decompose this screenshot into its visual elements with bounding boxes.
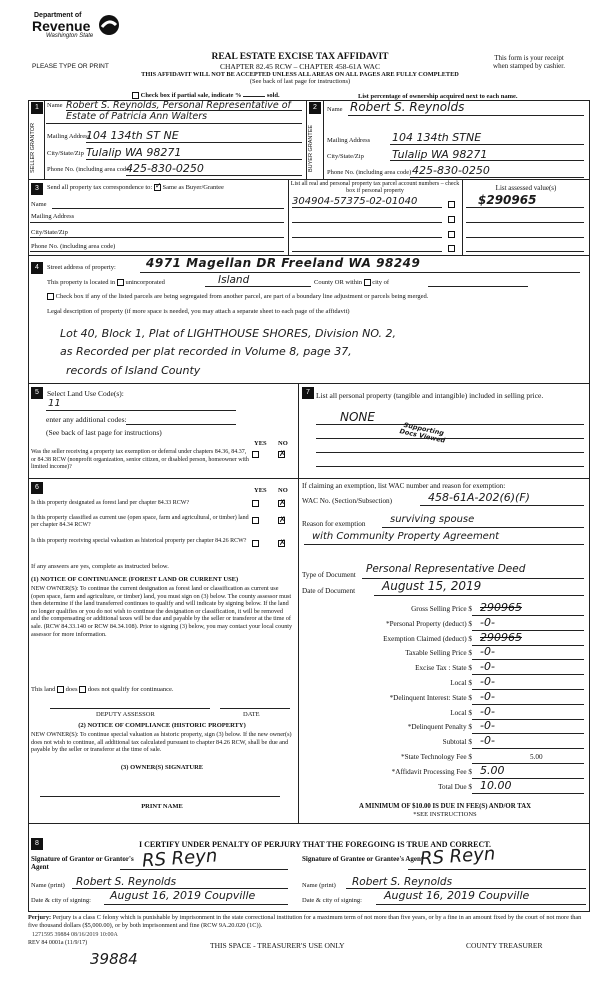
logo-name: Revenue xyxy=(32,18,91,34)
grantee-date-value[interactable]: August 16, 2019 Coupville xyxy=(384,889,530,902)
seller-city-label: City/State/Zip xyxy=(47,150,84,157)
fee-row xyxy=(300,751,590,766)
form-chapter: CHAPTER 82.45 RCW – CHAPTER 458-61A WAC xyxy=(220,62,380,71)
assessed-value[interactable]: $290965 xyxy=(478,193,537,207)
fee-row xyxy=(300,763,590,781)
this-land-label: This land xyxy=(31,686,56,693)
grantor-sig-label: Signature of Grantor or Grantor's Agent xyxy=(31,855,134,871)
s3-mailing-label: Mailing Address xyxy=(31,213,75,220)
supporting-docs-stamp: Supporting Docs Viewed xyxy=(398,420,446,445)
section-5-badge: 5 xyxy=(31,387,43,399)
notice1-title: (1) NOTICE OF CONTINUANCE (FOREST LAND OR CURRENT USE) xyxy=(31,576,239,583)
grantor-date-label: Date & city of signing: xyxy=(31,897,91,904)
fee-row xyxy=(300,647,590,662)
minimum-due: A MINIMUM OF $10.00 IS DUE IN FEE(S) AND/OR TAX xyxy=(358,803,532,810)
seller-name-label: Name xyxy=(47,102,63,109)
s6-q2: Is this property classified as current use (open space, farm and agricultural, or timber) land per chapter 84.34 RCW? xyxy=(31,515,249,528)
receipt-note-2: when stamped by cashier. xyxy=(493,62,565,70)
buyer-mailing-label: Mailing Address xyxy=(327,137,371,144)
fee-row xyxy=(300,674,590,692)
buyer-side-label: BUYER GRANTEE xyxy=(308,124,314,172)
located-in-label: This property is located in xyxy=(47,279,116,286)
buyer-city-value[interactable]: Tulalip WA 98271 xyxy=(392,148,488,161)
grantee-name-value[interactable]: Robert S. Reynolds xyxy=(352,876,453,888)
s5-yes-checkbox[interactable] xyxy=(252,451,259,458)
notice2-title: (2) NOTICE OF COMPLIANCE (HISTORIC PROPERTY) xyxy=(78,722,246,729)
section-8-badge: 8 xyxy=(31,838,43,850)
grantor-name-label: Name (print) xyxy=(31,882,65,889)
s3-name-label: Name xyxy=(31,201,47,208)
fee-value[interactable]: -0- xyxy=(480,615,495,629)
seller-name-value[interactable]: Robert S. Reynolds, Personal Representative of Estate of Patricia Ann Walters xyxy=(66,100,291,122)
county-treasurer: COUNTY TREASURER xyxy=(466,941,543,950)
doc-date-label: Date of Document xyxy=(302,587,356,595)
s6-q2-yes[interactable] xyxy=(252,517,259,524)
section-6-badge: 6 xyxy=(31,482,43,494)
buyer-phone-label: Phone No. (including area code) xyxy=(327,169,412,176)
form-instructions: (See back of last page for instructions) xyxy=(249,78,351,85)
fee-value[interactable]: -0- xyxy=(480,645,495,659)
s6-if-yes: If any answers are yes, complete as instructed below. xyxy=(31,563,169,570)
treasurer-space: THIS SPACE - TREASURER'S USE ONLY xyxy=(210,941,345,950)
street-value[interactable]: 4971 Magellan DR Freeland WA 98249 xyxy=(146,256,421,270)
s6-q1-no[interactable]: ✗ xyxy=(279,498,286,507)
buyer-mailing-value[interactable]: 104 134th STNE xyxy=(392,131,482,144)
buyer-name-value[interactable]: Robert S. Reynolds xyxy=(350,100,465,114)
seller-phone-label: Phone No. (including area code) xyxy=(47,166,132,173)
fee-value[interactable]: 10.00 xyxy=(480,778,512,792)
fee-label: Local $ xyxy=(450,708,472,717)
fee-label: Gross Selling Price $ xyxy=(411,605,472,613)
grantee-sig-label: Signature of Grantee or Grantee's Agent xyxy=(302,855,424,863)
section-2-badge: 2 xyxy=(309,102,321,114)
wac-value[interactable]: 458-61A-202(6)(F) xyxy=(428,491,530,504)
legal-desc-label: Legal description of property (if more space is needed, you may attach a separate sheet to each page of the affidavit) xyxy=(47,308,350,315)
doc-type-value[interactable]: Personal Representative Deed xyxy=(366,563,526,575)
grantee-signature[interactable]: RS Reyn xyxy=(419,843,496,870)
partial-sale-label: Check box if partial sale, indicate % xyxy=(140,92,242,99)
unincorporated-label: unincorporated xyxy=(125,279,165,286)
s6-no: NO xyxy=(278,487,288,494)
fee-row xyxy=(300,615,590,633)
legal-line-2[interactable]: as Recorded per plat recorded in Volume 8, page 37, xyxy=(60,345,352,358)
section-7-badge: 7 xyxy=(302,387,314,399)
parcel-number[interactable]: 304904-57375-02-01040 xyxy=(292,196,418,207)
form-title: REAL ESTATE EXCISE TAX AFFIDAVIT xyxy=(211,52,389,62)
unincorporated-checkbox[interactable] xyxy=(117,279,124,286)
revenue-logo xyxy=(32,12,132,52)
personal-property-value[interactable]: NONE xyxy=(340,410,375,424)
fee-row xyxy=(300,662,590,677)
print-name-label: PRINT NAME xyxy=(141,803,183,810)
fee-value[interactable]: 5.00 xyxy=(530,752,543,761)
fee-value[interactable]: 290965 xyxy=(480,630,522,644)
fee-value[interactable]: -0- xyxy=(480,704,495,718)
logo-state: Washington State xyxy=(46,33,94,39)
legal-line-3[interactable]: records of Island County xyxy=(66,364,201,377)
fee-label: Total Due $ xyxy=(438,782,472,791)
deputy-assessor-label: DEPUTY ASSESSOR xyxy=(96,711,155,718)
doc-date-value[interactable]: August 15, 2019 xyxy=(382,579,482,593)
s6-yes: YES xyxy=(254,487,267,494)
fee-row xyxy=(300,721,590,736)
section-3-badge: 3 xyxy=(31,183,43,195)
handwritten-number: 39884 xyxy=(90,950,138,968)
additional-codes-label: enter any additional codes: xyxy=(46,415,127,424)
s6-q3: Is this property receiving special valuation as historical property per chapter 84.26 RCW? xyxy=(31,538,247,544)
county-stamp-number: 1271595 39884 08/16/2019 10:00A xyxy=(32,932,118,938)
logo-dept: Department of xyxy=(34,12,82,19)
grantor-name-value[interactable]: Robert S. Reynolds xyxy=(76,876,177,888)
fee-label: *Personal Property (deduct) $ xyxy=(385,619,472,628)
county-or-label: County OR within xyxy=(314,279,363,286)
s5-yes: YES xyxy=(254,440,267,447)
does-checkbox[interactable] xyxy=(57,686,64,693)
fee-row xyxy=(300,630,590,648)
form-number: REV 84 0001a (11/9/17) xyxy=(28,940,88,946)
seller-phone-value[interactable]: 425-830-0250 xyxy=(126,162,204,175)
form-warning: THIS AFFIDAVIT WILL NOT BE ACCEPTED UNLESS ALL AREAS ON ALL PAGES ARE FULLY COMPLETED xyxy=(141,71,459,78)
s6-q2-no[interactable]: ✗ xyxy=(279,515,286,524)
fee-row xyxy=(300,778,590,796)
grantor-signature[interactable]: RS Reyn xyxy=(141,845,218,872)
does-label: does xyxy=(65,686,78,693)
does-not-label: does not qualify for continuance. xyxy=(87,686,174,693)
same-as-buyer-checkbox[interactable]: ✓ xyxy=(154,181,162,191)
doc-type-label: Type of Document xyxy=(302,571,356,579)
s6-q3-no[interactable]: ✗ xyxy=(279,538,286,547)
seller-mailing-label: Mailing Address xyxy=(47,133,91,140)
parcel-header: List all real and personal property tax parcel account numbers – check box if personal property xyxy=(290,181,460,194)
reason-line-1[interactable]: surviving spouse xyxy=(390,514,475,525)
fee-value[interactable]: -0- xyxy=(480,719,495,733)
s6-q3-yes[interactable] xyxy=(252,540,259,547)
logo-wave-icon xyxy=(98,14,120,36)
see-instructions: *SEE INSTRUCTIONS xyxy=(413,811,477,818)
wac-label: WAC No. (Section/Subsection) xyxy=(302,497,393,505)
section-1-badge: 1 xyxy=(31,102,43,114)
exemption-claim-label: If claiming an exemption, list WAC number and reason for exemption: xyxy=(302,482,506,490)
certify-statement: I CERTIFY UNDER PENALTY OF PERJURY THAT THE FOREGOING IS TRUE AND CORRECT. xyxy=(138,840,491,849)
s5-no: NO xyxy=(278,440,288,447)
notice2-body: NEW OWNER(S): To continue special valuation as historic property, sign (3) below. If the new owner(s) does not wish to continue, all additional tax calculated pursuant to chapter 84.26 RCW, shall be due and payable by the seller or transferor at the time of sale. xyxy=(31,731,292,754)
s3-city-label: City/State/Zip xyxy=(31,229,68,236)
land-use-label: Select Land Use Code(s): xyxy=(47,389,124,398)
fee-label: *Delinquent Interest: State $ xyxy=(389,693,472,702)
fee-label: Exemption Claimed (deduct) $ xyxy=(383,634,472,643)
grantee-date-label: Date & city of signing: xyxy=(302,897,362,904)
receipt-note-1: This form is your receipt xyxy=(494,54,564,62)
grantee-name-label: Name (print) xyxy=(302,882,336,889)
s6-q1: Is this property designated as forest land per chapter 84.33 RCW? xyxy=(31,500,190,506)
exemption-question: Was the seller receiving a property tax exemption or deferral under chapters 84.36, 84.37, or 84.38 RCW (nonprofit organization, senior citizen, or disabled person, homeowner with limited income)? xyxy=(31,449,249,470)
seller-city-value[interactable]: Tulalip WA 98271 xyxy=(86,146,182,159)
city-of-label: city of xyxy=(372,279,390,286)
assessed-header: List assessed value(s) xyxy=(495,184,557,192)
partial-sale-checkbox[interactable] xyxy=(132,92,139,99)
type-print: PLEASE TYPE OR PRINT xyxy=(32,63,109,70)
sold-label: sold. xyxy=(266,92,280,99)
fee-label: *Delinquent Penalty $ xyxy=(407,723,472,732)
fee-label: Subtotal $ xyxy=(442,738,472,747)
fee-value[interactable]: -0- xyxy=(480,674,495,688)
fee-row xyxy=(300,704,590,722)
perjury-bold: Perjury: xyxy=(28,914,52,921)
reason-label: Reason for exemption xyxy=(302,520,366,528)
buyer-phone-value[interactable]: 425-830-0250 xyxy=(412,164,490,177)
buyer-city-label: City/State/Zip xyxy=(327,153,364,160)
reason-line-2[interactable]: with Community Property Agreement xyxy=(312,531,500,542)
fee-row xyxy=(300,603,590,618)
fee-label: Excise Tax : State $ xyxy=(415,664,472,673)
parcel-2-checkbox[interactable] xyxy=(448,216,455,223)
s6-q1-yes[interactable] xyxy=(252,500,259,507)
deputy-date-label: DATE xyxy=(243,711,260,718)
parcel-1-checkbox[interactable] xyxy=(448,201,455,208)
fee-row xyxy=(300,736,590,751)
fee-label: *Affidavit Processing Fee $ xyxy=(391,767,472,776)
fee-value[interactable]: -0- xyxy=(480,660,495,674)
land-use-code[interactable]: 11 xyxy=(48,398,61,409)
send-correspondence-label: Send all property tax correspondence to: xyxy=(47,184,153,191)
segregated-label: Check box if any of the listed parcels are being segregated from another parcel, are part of a boundary line adjustment or parcels being merged. xyxy=(55,293,429,300)
legal-line-1[interactable]: Lot 40, Block 1, Plat of LIGHTHOUSE SHORES, Division NO. 2, xyxy=(60,327,397,340)
buyer-name-label: Name xyxy=(327,106,343,113)
fee-value[interactable]: 5.00 xyxy=(480,763,505,777)
fee-value[interactable]: -0- xyxy=(480,689,495,703)
notice1-body: NEW OWNER(S): To continue the current designation as forest land or classification as current use (open space, farm and agriculture, or timber) land, you must sign on (3) below. The county assessor must then determine if the land transferred continues to qualify and will indicate by signing below. If the land no longer qualifies or you do not wish to continue the designation or classification, it will be removed and the compensating or additional taxes will be due and payable by the seller or transferor at the time of sale. (RCW 84.33.140 or RCW 84.34.108). Prior to signing (3) below, you may contact your local county assessor for more information. xyxy=(31,585,293,638)
seller-mailing-value[interactable]: 104 134th ST NE xyxy=(86,129,179,142)
fee-row xyxy=(300,689,590,707)
s5-see-back: (See back of last page for instructions) xyxy=(46,428,162,437)
does-not-checkbox[interactable] xyxy=(79,686,86,693)
s5-no-checkbox[interactable]: ✗ xyxy=(279,449,286,458)
segregated-checkbox[interactable] xyxy=(47,293,54,300)
street-label: Street address of property: xyxy=(47,264,116,271)
owner-sig-label: (3) OWNER(S) SIGNATURE xyxy=(120,764,204,771)
section-4-badge: 4 xyxy=(31,262,43,274)
parcel-3-checkbox[interactable] xyxy=(448,231,455,238)
fee-label: *State Technology Fee $ xyxy=(400,752,472,761)
grantor-date-value[interactable]: August 16, 2019 Coupville xyxy=(110,889,256,902)
county-value[interactable]: Island xyxy=(218,274,250,286)
fee-label: Taxable Selling Price $ xyxy=(405,649,472,658)
partial-sale-field[interactable] xyxy=(243,96,265,97)
fee-table xyxy=(300,603,590,795)
fee-label: Local $ xyxy=(450,678,472,687)
ownership-note: List percentage of ownership acquired next to each name. xyxy=(358,93,518,100)
fee-value[interactable]: 290965 xyxy=(480,601,522,614)
personal-property-label: List all personal property (tangible and intangible) included in selling price. xyxy=(316,391,544,400)
perjury-text: Perjury is a class C felony which is punishable by imprisonment in the state correctional institution for a maximum term of not more than five years, or by a fine in an amount fixed by the court of not more than five thousand dollars ($5,000.00), or by both imprisonment and fine (RCW 9A.20.020 (1C)). xyxy=(28,914,582,929)
parcel-4-checkbox[interactable] xyxy=(448,245,455,252)
seller-side-label: SELLER GRANTOR xyxy=(30,122,36,174)
same-as-buyer-label: Same as Buyer/Grantee xyxy=(162,184,224,191)
s3-phone-label: Phone No. (including area code) xyxy=(31,243,116,250)
fee-value[interactable]: -0- xyxy=(480,734,495,748)
within-city-checkbox[interactable] xyxy=(364,279,371,286)
